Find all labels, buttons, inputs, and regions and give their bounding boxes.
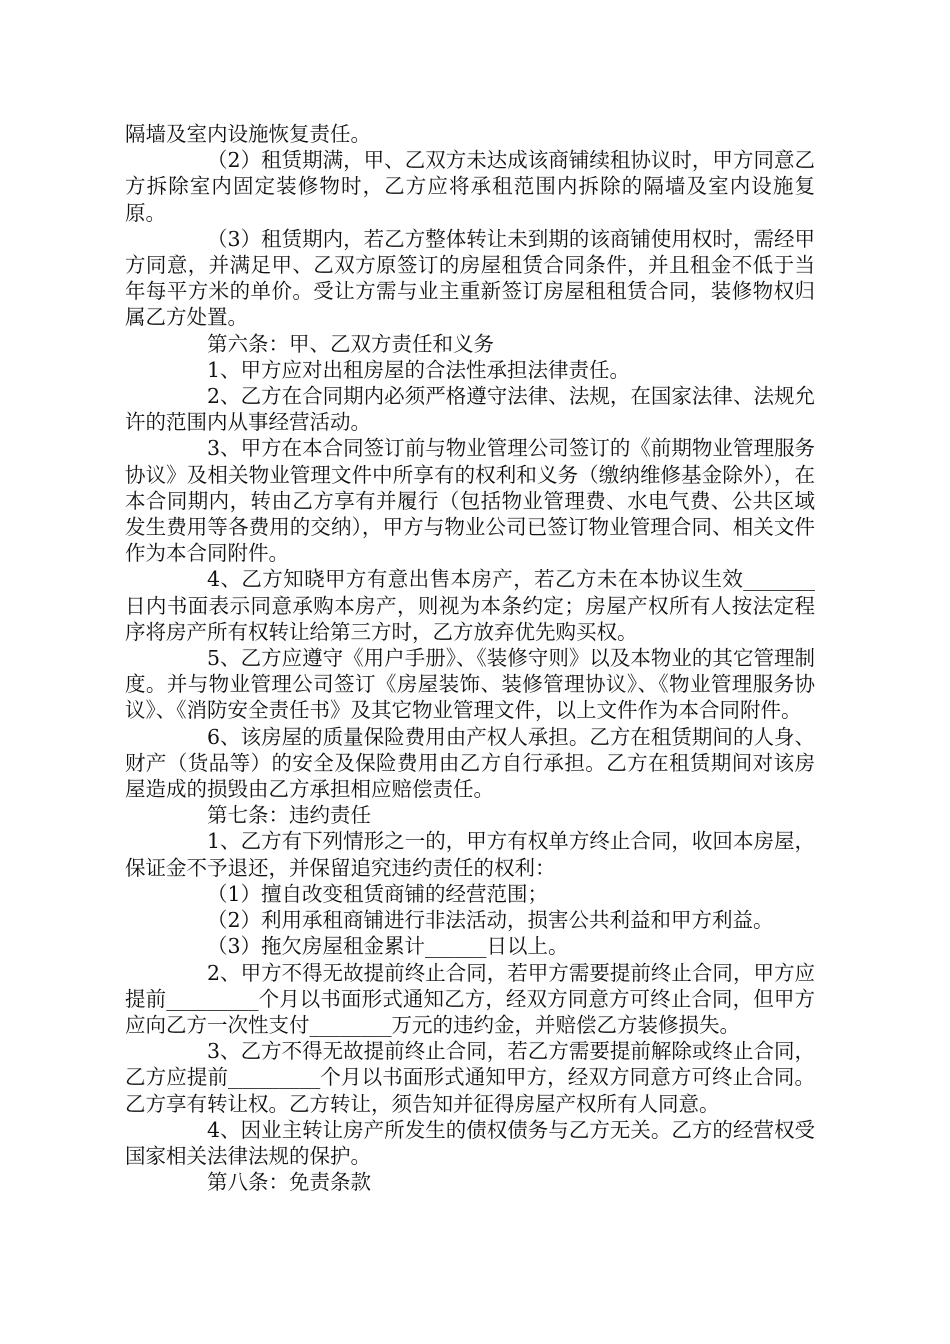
section-heading-article-8: 第八条：免责条款 — [207, 1170, 371, 1195]
paragraph-article-6-item-2: 2、乙方在合同期内必须严格遵守法律、法规，在国家法律、法规允许的范围内从事经营活动。 — [125, 384, 815, 435]
paragraph-article-7-item-3: 3、乙方不得无故提前终止合同，若乙方需要提前解除或终止合同，乙方应提前_________个月以书面形式通知甲方，经双方同意方可终止合同。乙方享有转让权。乙方转让，须告知并征得房屋产权所有人同意。 — [125, 1039, 815, 1116]
paragraph-article-7-item-1: 1、乙方有下列情形之一的，甲方有权单方终止合同，收回本房屋，保证金不予退还，并保留追究违约责任的权利： — [125, 829, 815, 880]
paragraph-article-7-sub-1: （1）擅自改变租赁商铺的经营范围； — [207, 881, 549, 906]
paragraph-article-7-item-4: 4、因业主转让房产所发生的债权债务与乙方无关。乙方的经营权受国家相关法律法规的保护。 — [125, 1117, 815, 1168]
paragraph-article-6-item-3: 3、甲方在本合同签订前与物业管理公司签订的《前期物业管理服务协议》及相关物业管理文件中所享有的权利和义务（缴纳维修基金除外），在本合同期内，转由乙方享有并履行（包括物业管理费、水电气费、公共区域发生费用等各费用的交纳），甲方与物业公司已签订物业管理合同、相关文件作为本合同附件。 — [125, 436, 815, 566]
paragraph-article-7-sub-3: （3）拖欠房屋租金累计______日以上。 — [207, 934, 569, 959]
section-heading-article-7: 第七条：违约责任 — [207, 803, 371, 828]
paragraph-clause-3-transfer: （3）租赁期内，若乙方整体转让未到期的该商铺使用权时，需经甲方同意，并满足甲、乙双方原签订的房屋租赁合同条件，并且租金不低于当年每平方米的单价。受让方需与业主重新签订房屋租租赁合同，装修物权归属乙方处置。 — [125, 226, 815, 330]
paragraph-article-6-item-5: 5、乙方应遵守《用户手册》、《装修守则》以及本物业的其它管理制度。并与物业管理公司签订《房屋装饰、装修管理协议》、《物业管理服务协议》、《消防安全责任书》及其它物业管理文件，以上文件作为本合同附件。 — [125, 646, 815, 723]
paragraph-article-6-item-1: 1、甲方应对出租房屋的合法性承担法律责任。 — [207, 357, 631, 382]
paragraph-restore-duty-continued: 隔墙及室内设施恢复责任。 — [125, 122, 371, 146]
section-heading-article-6: 第六条：甲、乙双方责任和义务 — [207, 331, 494, 356]
paragraph-article-6-item-4: 4、乙方知晓甲方有意出售本房产，若乙方未在本协议生效_______日内书面表示同意承购本房产，则视为本条约定；房屋产权所有人按法定程序将房产所有权转让给第三方时，乙方放弃优先购买权。 — [125, 567, 815, 644]
paragraph-article-6-item-6: 6、该房屋的质量保险费用由产权人承担。乙方在租赁期间的人身、财产（货品等）的安全及保险费用由乙方自行承担。乙方在租赁期间对该房屋造成的损毁由乙方承担相应赔偿责任。 — [125, 724, 815, 802]
document-body — [125, 121, 815, 1195]
paragraph-article-7-sub-2: （2）利用承租商铺进行非法活动，损害公共利益和甲方利益。 — [207, 908, 774, 933]
paragraph-clause-2-lease-expiry: （2）租赁期满，甲、乙双方未达成该商铺续租协议时，甲方同意乙方拆除室内固定装修物时，乙方应将承租范围内拆除的隔墙及室内设施复原。 — [125, 148, 815, 225]
paragraph-article-7-item-2: 2、甲方不得无故提前终止合同，若甲方需要提前终止合同，甲方应提前_________个月以书面形式通知乙方，经双方同意方可终止合同，但甲方应向乙方一次性支付________万元的违约金，并赔偿乙方装修损失。 — [125, 960, 815, 1037]
